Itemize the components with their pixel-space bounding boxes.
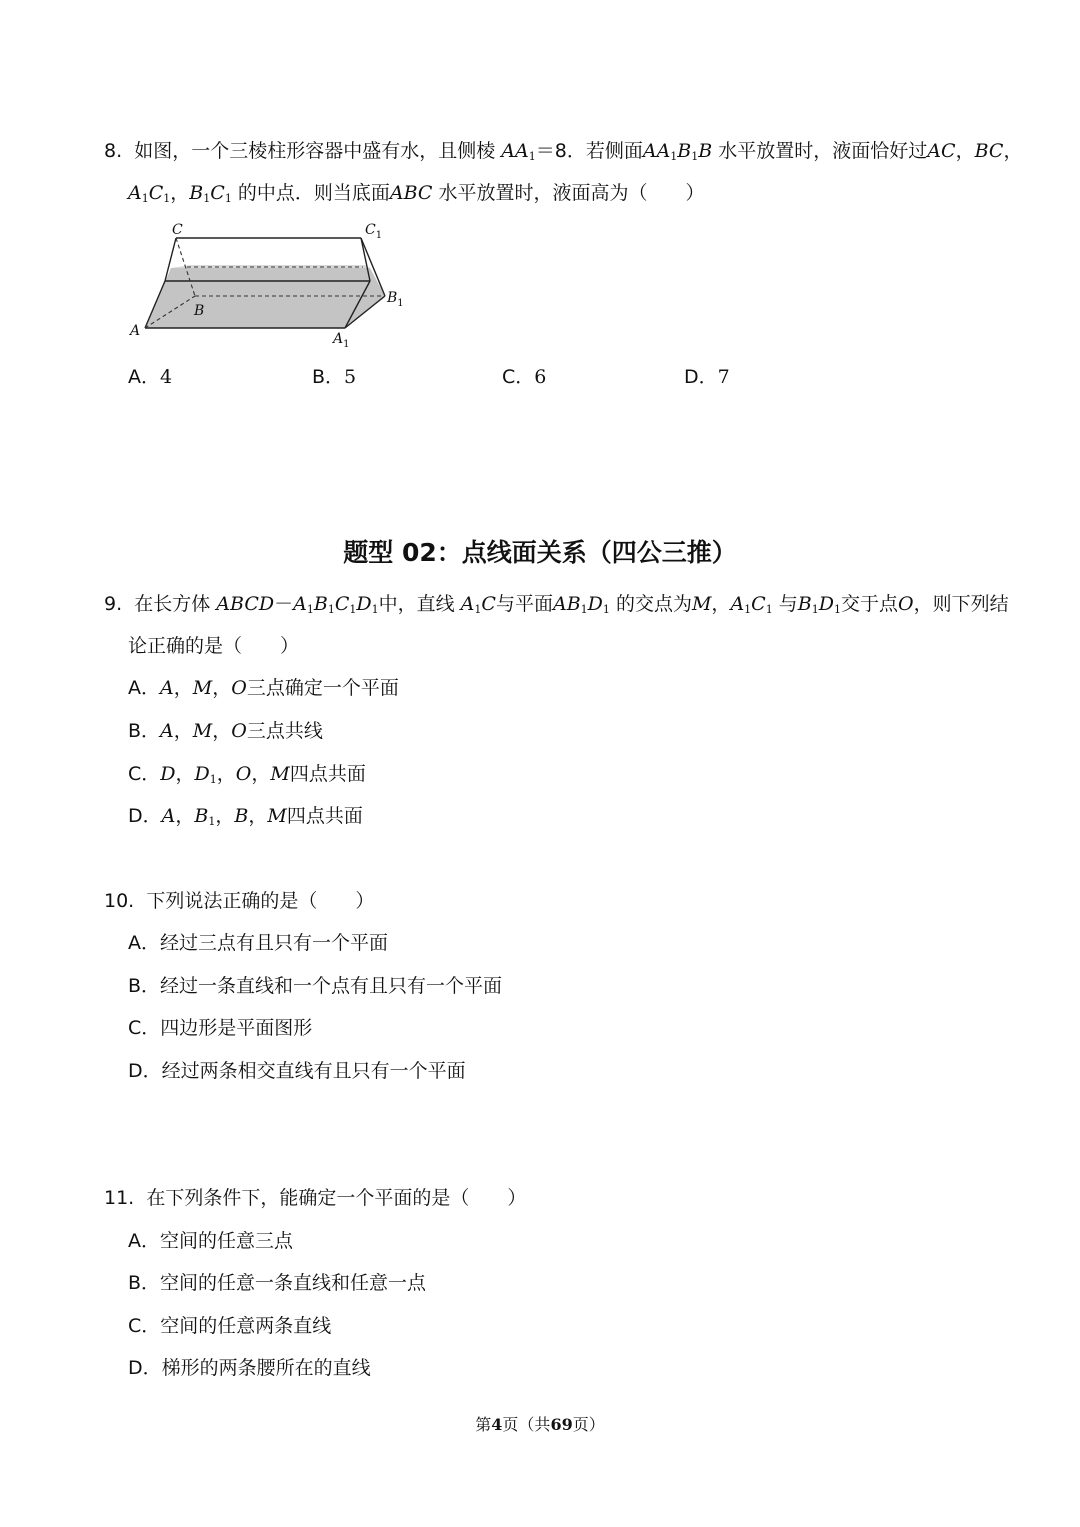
- section-title: 题型 02：点线面关系（四公三推）: [343, 538, 737, 567]
- question-9-line-2: 论正确的是（ ）: [128, 635, 300, 657]
- question-11-option-b: B．空间的任意一条直线和任意一点: [128, 1272, 427, 1294]
- question-8-option-a: A．4: [128, 366, 173, 388]
- label-a1: $A_1$: [333, 331, 350, 350]
- question-9-option-d: D．A，$B_1$，B，M四点共面: [128, 805, 363, 828]
- label-c: C: [172, 222, 183, 238]
- question-10-option-a: A．经过三点有且只有一个平面: [128, 932, 389, 954]
- page-footer: 第4页（共69页）: [475, 1415, 605, 1434]
- question-9-option-a: A．A，M，O三点确定一个平面: [128, 677, 399, 699]
- prism-figure: [125, 218, 415, 353]
- question-9-option-b: B．A，M，O三点共线: [128, 720, 323, 742]
- question-10-option-d: D．经过两条相交直线有且只有一个平面: [128, 1060, 466, 1082]
- label-b: B: [194, 303, 205, 319]
- label-c1: $C_1$: [365, 222, 383, 241]
- question-11-option-a: A．空间的任意三点: [128, 1230, 294, 1252]
- water-top-surface: [171, 265, 370, 268]
- question-8-option-c: C．6: [502, 366, 547, 388]
- question-11-stem: 11. 在下列条件下，能确定一个平面的是（ ）: [104, 1187, 527, 1209]
- question-11-option-d: D．梯形的两条腰所在的直线: [128, 1357, 371, 1379]
- question-10-stem: 10. 下列说法正确的是（ ）: [104, 890, 375, 912]
- question-11-option-c: C．空间的任意两条直线: [128, 1315, 332, 1337]
- question-10-option-b: B．经过一条直线和一个点有且只有一个平面: [128, 975, 503, 997]
- question-8-line-1: 8. 如图，一个三棱柱形容器中盛有水，且侧棱 $AA_1=8$．若侧面$AA_1B_1B$ 水平放置时，液面恰好过AC，BC，: [104, 140, 1023, 163]
- question-8-line-2: $A_1C_1$，$B_1C_1$ 的中点．则当底面ABC 水平放置时，液面高为（ ）: [128, 182, 705, 205]
- question-8-option-b: B．5: [312, 366, 357, 388]
- label-a: A: [130, 323, 141, 339]
- question-9-line-1: 9. 在长方体 $ABCD-A_1B_1C_1D_1$中，直线 $A_1C$与平面$AB_1D_1$ 的交点为M，$A_1C_1$ 与$B_1D_1$交于点O，则下列结: [104, 593, 1009, 616]
- question-9-option-c: C．D，$D_1$，O，M四点共面: [128, 763, 366, 786]
- question-8-option-d: D．7: [684, 366, 730, 388]
- label-b1: $B_1$: [387, 290, 404, 309]
- question-10-option-c: C．四边形是平面图形: [128, 1017, 313, 1039]
